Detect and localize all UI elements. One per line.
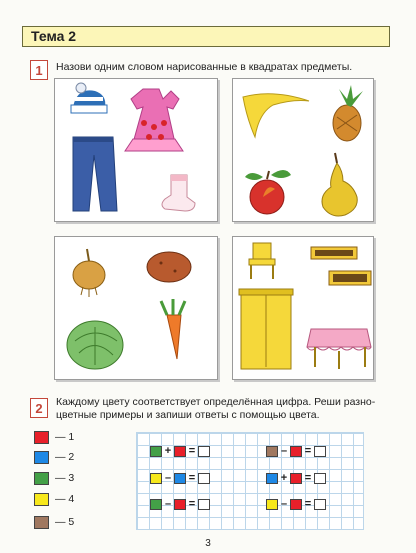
operator: – — [164, 498, 172, 510]
answer-box[interactable] — [198, 473, 210, 484]
potato-icon — [147, 252, 191, 282]
legend-label: — 4 — [55, 493, 75, 505]
color-square — [174, 473, 186, 484]
example-4 — [266, 472, 326, 484]
task-2-text-line2: цветные примеры и запиши ответы с помощью цвета. — [56, 409, 320, 421]
legend-label: — 1 — [55, 431, 75, 443]
operator: – — [164, 472, 172, 484]
color-square — [174, 499, 186, 510]
jeans-icon — [73, 137, 117, 211]
legend-item-5 — [34, 516, 74, 528]
clothes-illustration — [55, 79, 217, 221]
chair-icon — [249, 243, 275, 279]
answer-box[interactable] — [314, 473, 326, 484]
task-2-text-line1: Каждому цвету соответствует определённая цифра. Реши разно- — [56, 396, 376, 408]
panel-clothes — [54, 78, 218, 222]
color-square — [174, 446, 186, 457]
color-square — [290, 446, 302, 457]
equals-sign: = — [304, 498, 312, 510]
shelf-icon — [311, 247, 371, 285]
wardrobe-icon — [239, 289, 293, 369]
answer-box[interactable] — [314, 499, 326, 510]
equals-sign: = — [304, 445, 312, 457]
task-1-number: 1 — [30, 60, 48, 80]
pear-icon — [322, 153, 357, 216]
example-1 — [150, 445, 210, 457]
legend-item-1 — [34, 431, 74, 443]
color-square — [150, 499, 162, 510]
red-swatch — [34, 431, 49, 444]
blue-swatch — [34, 451, 49, 464]
pineapple-icon — [333, 85, 363, 141]
operator: + — [164, 445, 172, 457]
example-3 — [150, 472, 210, 484]
carrot-icon — [161, 299, 185, 359]
brown-swatch — [34, 516, 49, 529]
fruits-illustration — [233, 79, 373, 221]
onion-icon — [73, 249, 105, 297]
answer-box[interactable] — [198, 446, 210, 457]
apple-icon — [245, 170, 291, 214]
table-icon — [307, 329, 371, 369]
color-square — [266, 473, 278, 484]
equals-sign: = — [188, 445, 196, 457]
equals-sign: = — [304, 472, 312, 484]
color-square — [150, 446, 162, 457]
color-square — [266, 499, 278, 510]
answer-box[interactable] — [314, 446, 326, 457]
vegetables-illustration — [55, 237, 217, 379]
example-6 — [266, 498, 326, 510]
green-swatch — [34, 472, 49, 485]
legend-label: — 5 — [55, 516, 75, 528]
legend-item-3 — [34, 472, 74, 484]
hat-icon — [71, 83, 107, 113]
page-number: 3 — [205, 538, 211, 549]
operator: – — [280, 445, 288, 457]
operator: – — [280, 498, 288, 510]
color-square — [266, 446, 278, 457]
topic-title: Тема 2 — [31, 28, 77, 44]
banana-icon — [243, 94, 309, 137]
color-square — [150, 473, 162, 484]
legend-label: — 2 — [55, 451, 75, 463]
equals-sign: = — [188, 498, 196, 510]
furniture-illustration — [233, 237, 373, 379]
color-square — [290, 499, 302, 510]
panel-fruits — [232, 78, 374, 222]
task-2-number: 2 — [30, 398, 48, 418]
example-5 — [150, 498, 210, 510]
equals-sign: = — [188, 472, 196, 484]
sock-icon — [162, 175, 195, 211]
topic-header — [22, 26, 390, 47]
panel-vegetables — [54, 236, 218, 380]
answer-box[interactable] — [198, 499, 210, 510]
task-1-text: Назови одним словом нарисованные в квадратах предметы. — [56, 61, 353, 73]
cabbage-icon — [67, 321, 123, 369]
color-square — [290, 473, 302, 484]
example-2 — [266, 445, 326, 457]
yellow-swatch — [34, 493, 49, 506]
dress-icon — [125, 89, 183, 151]
legend-item-4 — [34, 493, 74, 505]
legend-label: — 3 — [55, 472, 75, 484]
operator: + — [280, 472, 288, 484]
panel-furniture — [232, 236, 374, 380]
legend-item-2 — [34, 451, 74, 463]
